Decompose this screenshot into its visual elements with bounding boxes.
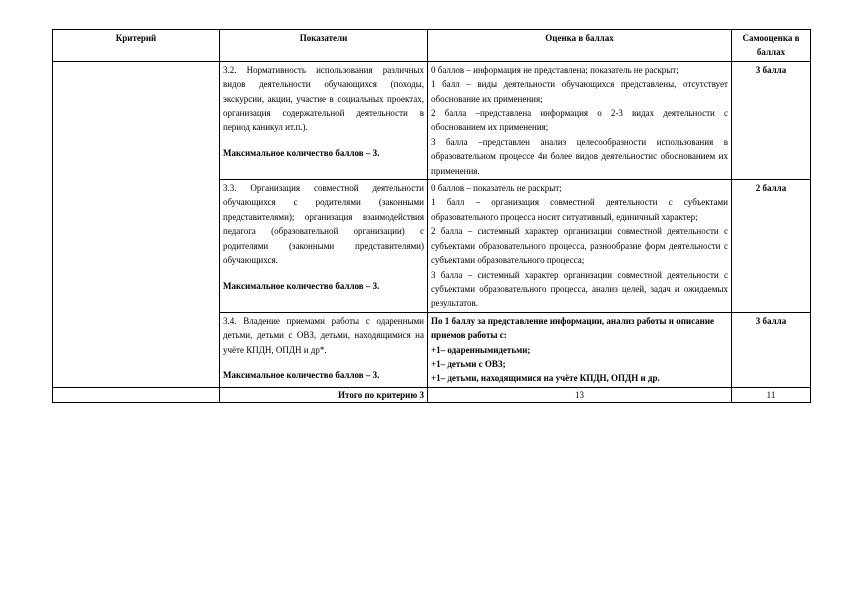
self-assessment-cell: 3 балла (732, 61, 811, 179)
header-self-assessment: Самооценка в баллах (732, 30, 811, 62)
max-score-text: Максимальное количество баллов – 3. (223, 369, 380, 380)
header-indicators: Показатели (220, 30, 428, 62)
assessment-line: +1– детьми с ОВЗ; (431, 358, 506, 369)
total-self-value: 11 (732, 387, 811, 402)
assessment-line: 0 баллов – информация не представлена; показатель не раскрыт; (431, 64, 679, 75)
max-score-text: Максимальное количество баллов – 3. (223, 280, 380, 291)
assessment-line: 2 балла –представлена информация о 2-3 видах деятельности с обоснованием их применения; (431, 108, 728, 133)
header-criterion: Критерий (53, 30, 220, 62)
criteria-table (52, 29, 811, 403)
indicator-text: 3.4. Владение приемами работы с одаренными детьми, детьми с ОВЗ, детьми, находящимися на учёте КПДН, ОПДН и др*. (223, 315, 424, 355)
criterion-cell (53, 61, 220, 387)
total-value: 13 (428, 387, 732, 402)
assessment-cell (428, 61, 732, 179)
indicator-cell (220, 61, 428, 179)
assessment-line: 3 балла – системный характер организации совместной деятельности с субъектами образовательного процесса, анализ целей, задач и ожидаемых результатов. (431, 269, 728, 309)
total-row (53, 387, 811, 402)
indicator-text: 3.3. Организация совместной деятельности обучающихся с родителями (законными представителями); организация взаимодействия педагога (образовательной организации) с родителями (законными представителями) обучающихся. (223, 183, 424, 266)
total-label: Итого по критерию 3 (220, 387, 428, 402)
table-header-row (53, 30, 811, 62)
indicator-cell (220, 312, 428, 387)
assessment-line: 3 балла –представлен анализ целесообразности использования в образовательном процессе 4и более видов деятельностис обоснованием их применения. (431, 136, 728, 176)
max-score-text: Максимальное количество баллов – 3. (223, 147, 380, 158)
total-empty-cell (53, 387, 220, 402)
self-assessment-cell: 3 балла (732, 312, 811, 387)
assessment-cell (428, 180, 732, 313)
assessment-line: По 1 баллу за представление информации, анализ работы и описание приемов работы с: (431, 315, 715, 341)
header-assessment: Оценка в баллах (428, 30, 732, 62)
assessment-line: +1– детьми, находящимися на учёте КПДН, ОПДН и др. (431, 373, 660, 384)
self-assessment-cell: 2 балла (732, 180, 811, 313)
assessment-line: 0 баллов – показатель не раскрыт; (431, 183, 562, 194)
assessment-line: 1 балл – организация совместной деятельности с субъектами образовательного процесса носит ситуативный, единичный характер; (431, 197, 728, 222)
assessment-cell (428, 312, 732, 387)
indicator-text: 3.2. Нормативность использования различных видов деятельности обучающихся (походы, экскурсии, акции, участие в социальных проектах, организация содержательной деятельности в период каникул ит.п.). (223, 64, 424, 133)
assessment-line: +1– одареннымидетьми; (431, 344, 531, 355)
table-row (53, 61, 811, 179)
assessment-line: 2 балла – системный характер организации совместной деятельности с субъектами образовательного процесса, разнообразие форм деятельности с субъектами образовательного процесса; (431, 226, 728, 266)
indicator-cell (220, 180, 428, 313)
assessment-line: 1 балл – виды деятельности обучающихся представлены, отсутствует обоснование их применения; (431, 79, 728, 104)
